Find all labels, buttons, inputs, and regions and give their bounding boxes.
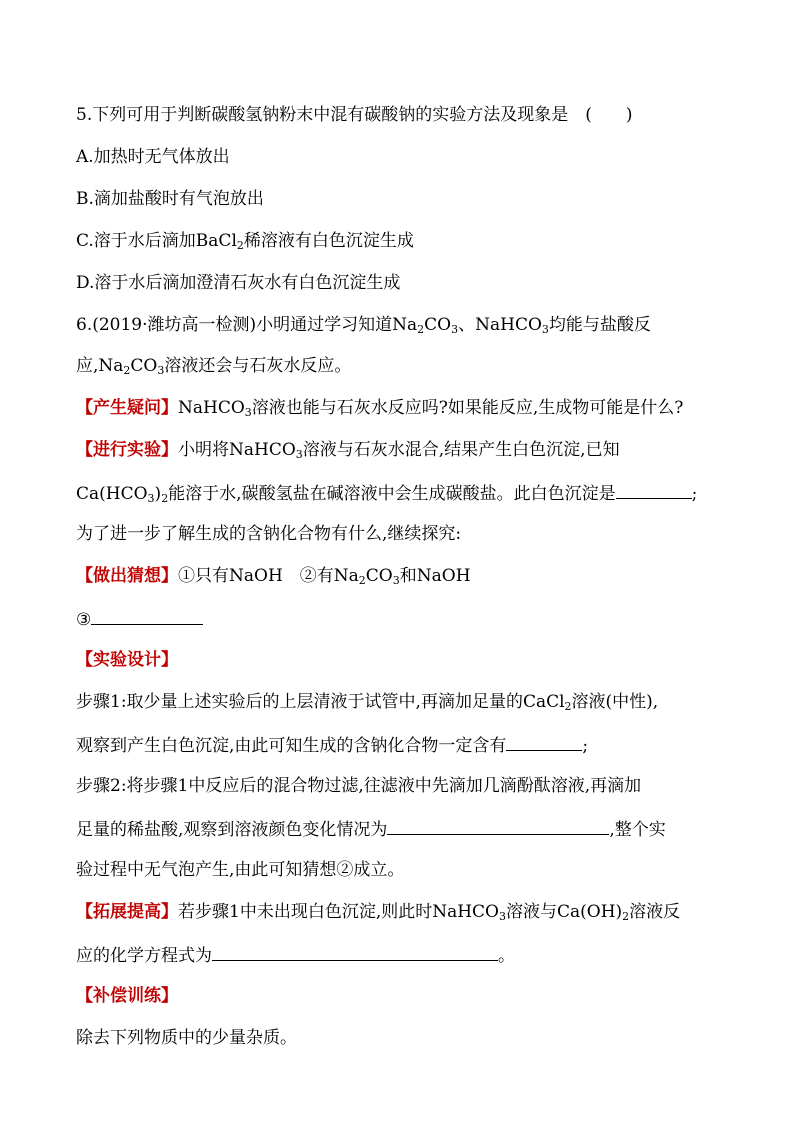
q5-option-b: B.滴加盐酸时有气泡放出 <box>76 189 264 209</box>
section-tag-experiment: 【进行实验】 <box>76 440 178 460</box>
section-tag-question: 【产生疑问】 <box>76 398 178 418</box>
q6-intro-line2: 应$,Na_2CO_3$溶液还会与石灰水反应。 <box>76 356 352 377</box>
step1-line2: 观察到产生白色沉淀,由此可知生成的含钠化合物一定含有 ; <box>76 732 588 758</box>
q5-option-a: A.加热时无气体放出 <box>76 147 230 167</box>
extension-section-line1: 【拓展提高】若步骤1中未出现白色沉淀,则此时NaHCO$_3$溶液与$Ca(OH)_2$溶液反 <box>76 902 681 923</box>
q5-option-c: C.溶于水后滴加BaCl$_2$稀溶液有白色沉淀生成 <box>76 231 414 252</box>
hypothesis-section: 【做出猜想】①只有NaOH ②有$Na_2CO_3$和NaOH <box>76 566 471 587</box>
step1-line1: 步骤1:取少量上述实验后的上层清液于试管中,再滴加足量的CaCl$_2$溶液(中性), <box>76 692 659 713</box>
section-tag-extension: 【拓展提高】 <box>76 902 178 922</box>
answer-blank-precipitate[interactable] <box>616 480 692 499</box>
step2-line1: 步骤2:将步骤1中反应后的混合物过滤,往滤液中先滴加几滴酚酞溶液,再滴加 <box>76 776 642 796</box>
extension-section-line2: 应的化学方程式为 。 <box>76 942 515 968</box>
answer-blank-sodium-compound[interactable] <box>506 732 582 751</box>
experiment-section-line2: $Ca(HCO_3)_2$能溶于水,碳酸氢盐在碱溶液中会生成碳酸盐。此白色沉淀是 ; <box>76 480 697 506</box>
question-section: 【产生疑问】NaHCO$_3$溶液也能与石灰水反应吗?如果能反应,生成物可能是什么? <box>76 398 684 419</box>
supplement-text: 除去下列物质中的少量杂质。 <box>76 1028 297 1048</box>
q6-intro-line1: 6.(2019·潍坊高一检测)小明通过学习知道$Na_2CO_3$、NaHCO$_3$均能与盐酸反 <box>76 315 651 336</box>
experiment-section-line1: 【进行实验】小明将NaHCO$_3$溶液与石灰水混合,结果产生白色沉淀,已知 <box>76 440 620 461</box>
supplement-section <box>76 984 178 1008</box>
answer-blank-equation[interactable] <box>212 942 498 961</box>
step2-line3: 验过程中无气泡产生,由此可知猜想②成立。 <box>76 860 405 880</box>
experiment-section-line3: 为了进一步了解生成的含钠化合物有什么,继续探究: <box>76 524 462 544</box>
section-tag-hypothesis: 【做出猜想】 <box>76 566 178 586</box>
answer-blank-color-change[interactable] <box>387 816 609 835</box>
answer-blank-hypothesis-3[interactable] <box>91 606 203 625</box>
step2-line2: 足量的稀盐酸,观察到溶液颜色变化情况为 ,整个实 <box>76 816 666 842</box>
q5-stem: 5.下列可用于判断碳酸氢钠粉末中混有碳酸钠的实验方法及现象是 ( ) <box>76 105 633 125</box>
q5-option-d: D.溶于水后滴加澄清石灰水有白色沉淀生成 <box>76 273 401 293</box>
hypothesis-3: ③ <box>76 606 203 632</box>
design-section <box>76 648 178 672</box>
section-tag-design: 【实验设计】 <box>76 650 178 670</box>
section-tag-supplement: 【补偿训练】 <box>76 986 178 1006</box>
